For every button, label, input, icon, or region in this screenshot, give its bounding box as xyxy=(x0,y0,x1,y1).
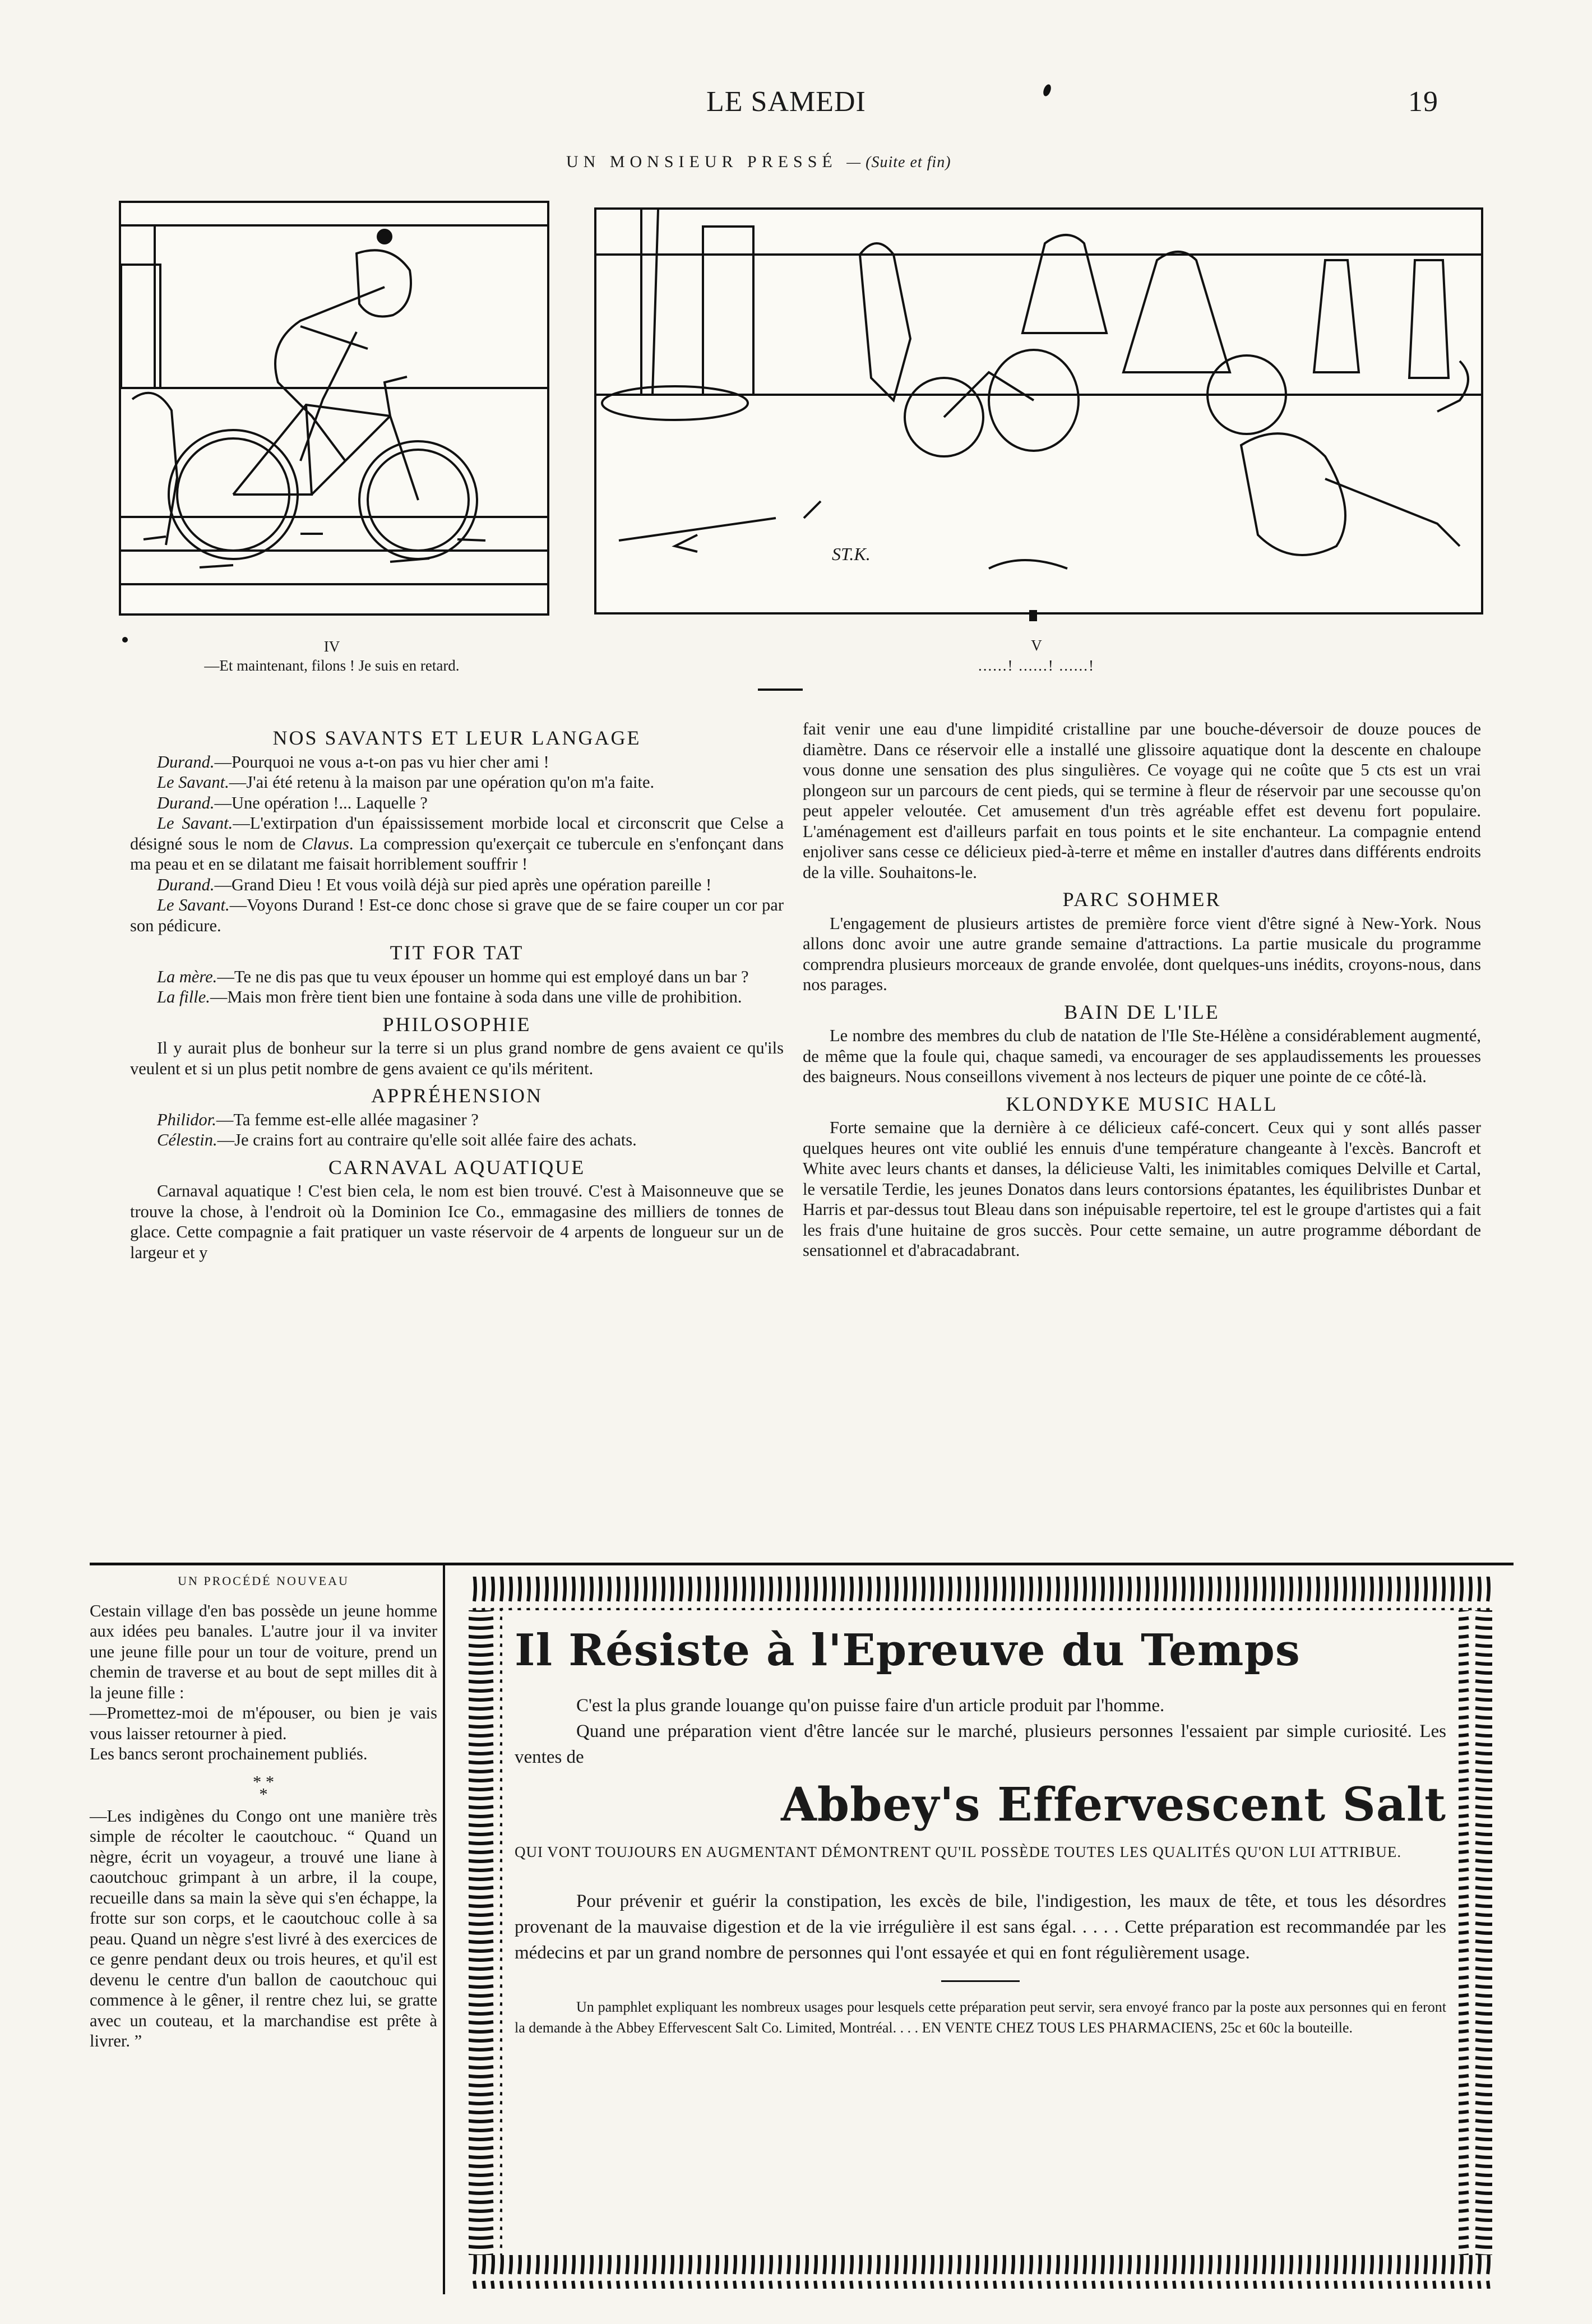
heading-philosophie: PHILOSOPHIE xyxy=(382,1013,531,1036)
paragraph: —Promettez-moi de m'épouser, ou bien je vais vous laisser retourner à pied. xyxy=(90,1703,437,1743)
ad-paragraph: Un pamphlet expliquant les nombreux usages pour lesquels cette préparation peut servir, sera envoyé franco par la poste aux personnes qui en feront la demande à the Abbey Effervescent Salt Co. Limited, Montréal. . . . EN VENTE CHEZ TOUS LES PHARMACIENS, 25c et 60c la bouteille. xyxy=(515,1999,1446,2036)
running-title: LE SAMEDI xyxy=(706,86,866,118)
heading-carnaval: CARNAVAL AQUATIQUE xyxy=(328,1156,586,1179)
dialogue-line xyxy=(130,967,784,987)
dialogue-line xyxy=(130,813,784,875)
ad-content xyxy=(515,1623,1446,2243)
dialogue-line xyxy=(130,895,784,936)
speaker: Philidor. xyxy=(157,1110,216,1129)
dialogue-line xyxy=(130,1110,784,1130)
speaker: Célestin. xyxy=(157,1130,217,1149)
heading-klondyke: KLONDYKE MUSIC HALL xyxy=(1006,1092,1278,1115)
vertical-rule xyxy=(443,1565,445,2294)
caption-ornament xyxy=(1029,610,1037,621)
heading-nos-savants: NOS SAVANTS ET LEUR LANGAGE xyxy=(272,727,641,749)
heading-parc-sohmer: PARC SOHMER xyxy=(1062,888,1221,911)
paragraph: Forte semaine que la dernière à ce délicieux café-concert. Ceux qui y sont allés passer quelques heures ont vite oublié les ennuis d'une température changeante à l'excès. Bancroft et White avec leurs chants et danses, la délicieuse Valti, les inimitables comiques Delville et Cartal, le versatile Terdie, les jeunes Donatos dans leurs contorsions épatantes, les équilibristes Dunbar et Harris et par-dessus tout Bleau dans son inépuisable repertoire, tel est le groupe d'artistes qui a fait les frais d'une huitaine de gros succès. Pour cette semaine, un autre programme débordant de sensationnel et d'abracadabrant. xyxy=(803,1118,1481,1260)
line-text: —Une opération !... Laquelle ? xyxy=(214,793,428,812)
dialogue-line xyxy=(130,772,784,793)
heading-tit-for-tat: TIT FOR TAT xyxy=(390,941,524,964)
line-text: —Grand Dieu ! Et vous voilà déjà sur pied après une opération pareille ! xyxy=(214,875,712,894)
sidebar-title: UN PROCÉDÉ NOUVEAU xyxy=(178,1574,349,1588)
comic-title-suffix: — (Suite et fin) xyxy=(846,154,951,171)
heading-apprehension: APPRÉHENSION xyxy=(371,1084,543,1107)
line-text: —Voyons Durand ! Est-ce donc chose si grave que de se faire couper un cor par son pédicure. xyxy=(130,895,784,935)
panel-5-caption: ......! ......! ......! xyxy=(978,657,1095,674)
panel-4-number: IV xyxy=(323,638,340,655)
dialogue-line xyxy=(130,793,784,814)
panel-4-caption: —Et maintenant, filons ! Je suis en retard. xyxy=(204,657,460,674)
line-text: —Ta femme est-elle allée magasiner ? xyxy=(216,1110,479,1129)
comic-panel-5 xyxy=(594,207,1483,615)
artist-signature: ST.K. xyxy=(832,544,871,564)
ad-paragraph: Pour prévenir et guérir la constipation, les excès de bile, l'indigestion, les maux de tête, et tous les désordres provenant de la mauvaise digestion et de la vie irrégulière il est sans égal. . . . . Cette préparation est recommandée par les médecins et par un grand nombre de personnes qui l'ont essayée et qui en font régulièrement usage. xyxy=(515,1891,1446,1963)
ad-paragraph: C'est la plus grande louange qu'on puisse faire d'un article produit par l'homme. xyxy=(576,1695,1165,1716)
line-text: —Je crains fort au contraire qu'elle soit allée faire des achats. xyxy=(217,1130,637,1149)
ornament-dot xyxy=(1042,84,1053,98)
line-text: —Pourquoi ne vous a-t-on pas vu hier cher ami ! xyxy=(214,752,549,771)
paragraph: Les bancs seront prochainement publiés. xyxy=(90,1744,368,1763)
speaker: Le Savant. xyxy=(157,814,233,833)
advertisement xyxy=(463,1571,1498,2294)
emphasis: Clavus xyxy=(302,834,349,853)
heading-bain-ile: BAIN DE L'ILE xyxy=(1064,1000,1220,1023)
line-text: . La compression qu'exerçait ce tubercule en s'enfonçant dans ma peau et en se dilatant me faisait horriblement souffrir ! xyxy=(130,834,784,874)
panel-5-number: V xyxy=(1031,637,1042,654)
page-number: 19 xyxy=(1408,86,1438,118)
comic-panel-4 xyxy=(119,201,549,616)
line-text: —Mais mon frère tient bien une fontaine à soda dans une ville de prohibition. xyxy=(210,987,742,1006)
speaker: Le Savant. xyxy=(157,773,229,792)
line-text: —Te ne dis pas que tu veux épouser un homme qui est employé dans un bar ? xyxy=(217,967,749,986)
speaker: La fille. xyxy=(157,987,210,1006)
paragraph: Il y aurait plus de bonheur sur la terre si un plus grand nombre de gens avaient ce qu'ils veulent et si un plus petit nombre de gens avaient ce qu'ils méritent. xyxy=(130,1038,784,1078)
cyclist-illustration xyxy=(121,203,547,613)
horizontal-rule xyxy=(90,1563,1514,1565)
paragraph: Carnaval aquatique ! C'est bien cela, le nom est bien trouvé. C'est à Maisonneuve que se trouve la chose, à l'endroit où la Dominion Ice Co., emmagasine des milliers de tonnes de glace. Cette compagnie a fait pratiquer un vaste réservoir de 4 arpents de longueur sur un de largeur et y xyxy=(130,1181,784,1262)
ad-divider xyxy=(941,1980,1020,1982)
left-column xyxy=(130,721,784,1263)
dialogue-line xyxy=(130,875,784,895)
paragraph: L'engagement de plusieurs artistes de première force vient d'être signé à New-York. Nous allons donc avoir une autre grande semaine d'attractions. La partie musicale du programme comprendra plusieurs morceaux de grande envolée, dont quelques-uns inédits, croyons-nous, dans nos parages. xyxy=(803,913,1481,994)
speaker: Durand. xyxy=(157,793,215,812)
ad-product-name: Abbey's Effervescent Salt xyxy=(781,1778,1446,1832)
speaker: Durand. xyxy=(157,752,215,771)
speaker: La mère. xyxy=(157,967,217,986)
dialogue-line xyxy=(130,987,784,1008)
dialogue-line xyxy=(130,1130,784,1151)
right-column xyxy=(803,719,1481,1261)
paragraph: Le nombre des membres du club de natation de l'Ile Ste-Hélène a considérablement augmenté, de même que la foule qui, chaque samedi, va encourager de ses applaudissements les prouesses des baigneurs. Nous conseillons vivement à nos lecteurs de piquer une pointe de ce côté-là. xyxy=(803,1026,1481,1086)
ad-headline: Il Résiste à l'Epreuve du Temps xyxy=(515,1625,1301,1676)
asterism: * * * xyxy=(252,1772,275,1804)
line-text: —J'ai été retenu à la maison par une opération qu'on m'a faite. xyxy=(229,773,655,792)
sidebar-column xyxy=(90,1571,437,2052)
comic-title xyxy=(566,153,951,172)
speaker: Le Savant. xyxy=(157,895,230,914)
section-divider xyxy=(758,689,803,691)
line-text: —L'extirpation d'un épaississement morbide local et circonscrit que Celse a désigné sous le nom de xyxy=(130,814,784,853)
dialogue-line xyxy=(130,752,784,773)
ad-paragraph: QUI VONT TOUJOURS EN AUGMENTANT DÉMONTRENT QU'IL POSSÈDE TOUTES LES QUALITÉS QU'ON LUI ATTRIBUE. xyxy=(515,1844,1402,1860)
comic-title-text: UN MONSIEUR PRESSÉ xyxy=(566,153,837,171)
paragraph: Cestain village d'en bas possède un jeune homme aux idées peu banales. L'autre jour il va inviter une jeune fille pour un tour de voiture, prend un chemin de traverse et au bout de sept milles dit à la jeune fille : xyxy=(90,1601,437,1702)
ad-paragraph: Quand une préparation vient d'être lancée sur le marché, plusieurs personnes l'essaient par simple curiosité. Les ventes de xyxy=(515,1721,1446,1767)
crash-illustration xyxy=(596,210,1481,612)
speaker: Durand. xyxy=(157,875,215,894)
paragraph: —Les indigènes du Congo ont une manière très simple de récolter le caoutchouc. “ Quand un nègre, écrit un voyageur, a trouvé une liane à caoutchouc grimpant à un arbre, il la coupe, recueille dans sa main la sève qui s'en échappe, la frotte sur son corps, et le caoutchouc colle à sa peau. Quand un nègre s'est livré à des exercices de ce genre pendant deux ou trois heures, et qu'il est devenu le centre d'un ballon de caoutchouc qui commence à le gêner, il rentre chez lui, se gratte avec un couteau, et la marchandise est prête à livrer. ” xyxy=(90,1806,437,2050)
paragraph: fait venir une eau d'une limpidité cristalline par une bouche-déversoir de douze pouces de diamètre. Dans ce réservoir elle a installé une glissoire aquatique dont la descente en chaloupe vous donne une sensation des plus singulières. Ce voyage qui ne coûte que 5 cts est un vrai plongeon sur un parcours de cent pieds, qui se termine à fleur de réservoir par une secousse qu'on peut appeler veloutée. Cet amusement d'un très agréable effet est devenu fort populaire. L'aménagement est d'ailleurs parfait en tous points et le site enchanteur. La compagnie entend enjoliver sans cesse ce délicieux pied-à-terre et même en installer d'autres dans différents endroits de la ville. Souhaitons-le. xyxy=(803,719,1481,882)
